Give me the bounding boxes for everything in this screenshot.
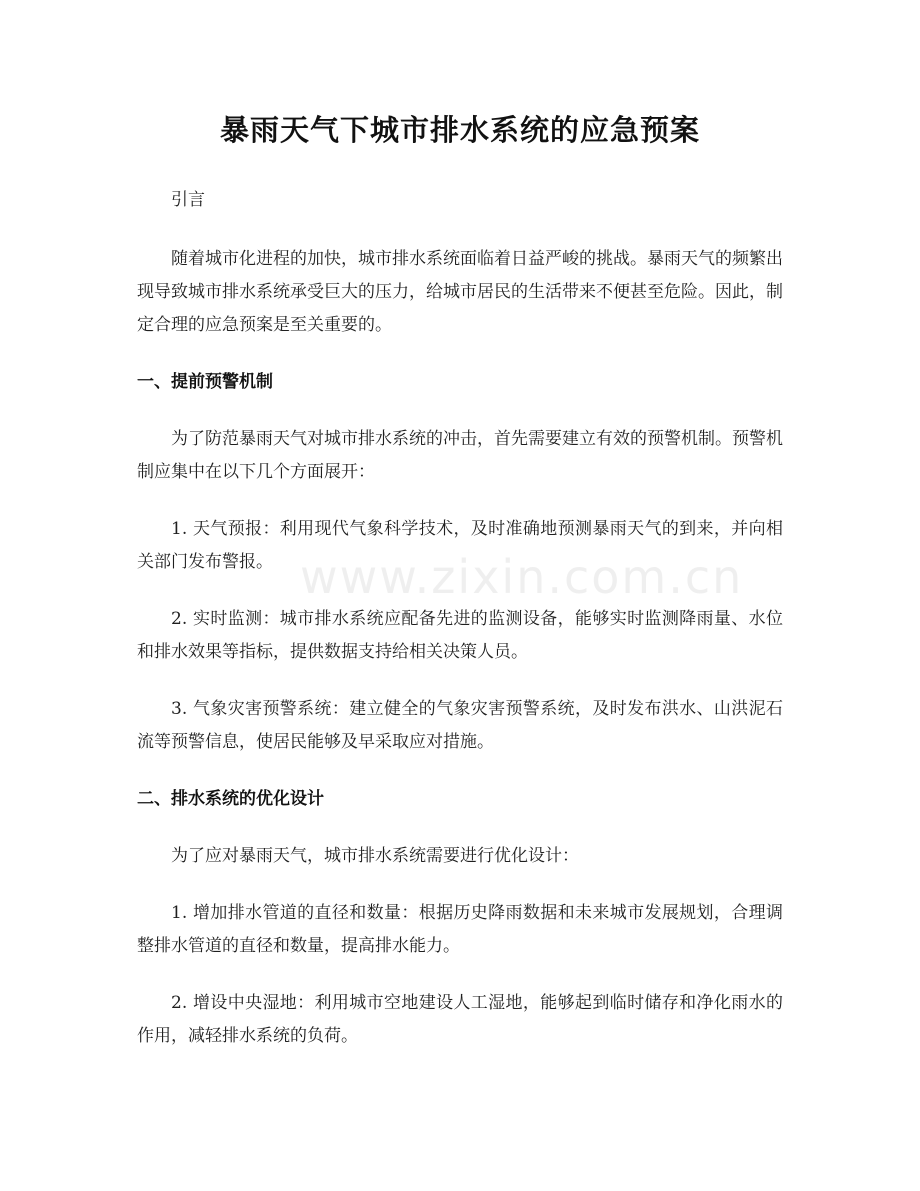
section2-intro: 为了应对暴雨天气，城市排水系统需要进行优化设计： [171,846,579,866]
intro-paragraph: 随着城市化进程的加快，城市排水系统面临着日益严峻的挑战。暴雨天气的频繁出现导致城市排水系统承受巨大的压力，给城市居民的生活带来不便甚至危险。因此，制定合理的应急预案是至关重要的。 [137,249,783,335]
section-heading-2: 二、排水系统的优化设计 [137,789,324,809]
section2-item-2: 2. 增设中央湿地：利用城市空地建设人工湿地，能够起到临时储存和净化雨水的作用，减轻排水系统的负荷。 [137,993,783,1046]
section-heading-1: 一、提前预警机制 [137,372,273,392]
section1-item-2: 2. 实时监测：城市排水系统应配备先进的监测设备，能够实时监测降雨量、水位和排水效果等指标，提供数据支持给相关决策人员。 [137,609,783,662]
document-title: 暴雨天气下城市排水系统的应急预案 [219,113,700,147]
section1-item-3: 3. 气象灾害预警系统：建立健全的气象灾害预警系统，及时发布洪水、山洪泥石流等预警信息，使居民能够及早采取应对措施。 [137,699,783,752]
document-body [137,184,783,1077]
section1-item-1: 1. 天气预报：利用现代气象科学技术，及时准确地预测暴雨天气的到来，并向相关部门发布警报。 [137,519,783,572]
section2-item-1: 1. 增加排水管道的直径和数量：根据历史降雨数据和未来城市发展规划，合理调整排水管道的直径和数量，提高排水能力。 [137,903,783,956]
section1-intro: 为了防范暴雨天气对城市排水系统的冲击，首先需要建立有效的预警机制。预警机制应集中在以下几个方面展开： [137,429,783,482]
intro-label: 引言 [171,190,205,210]
watermark: www.zixin.com.cn [300,550,744,604]
